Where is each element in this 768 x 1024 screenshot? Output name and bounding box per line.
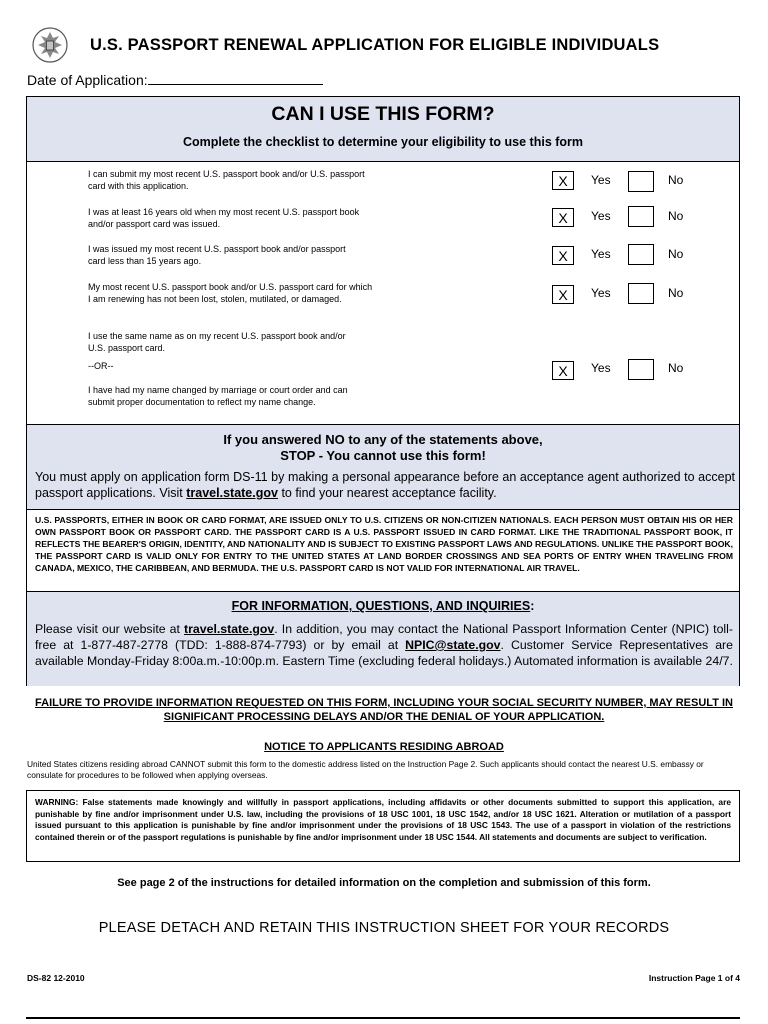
bottom-rule <box>26 1017 740 1019</box>
stop-line-1: If you answered NO to any of the statements above, <box>223 432 543 447</box>
no-checkbox[interactable] <box>628 359 654 380</box>
form-title: U.S. PASSPORT RENEWAL APPLICATION FOR ELIGIBLE INDIVIDUALS <box>90 36 660 54</box>
no-label: No <box>668 209 684 223</box>
yes-checkbox[interactable]: X <box>552 361 574 380</box>
no-label: No <box>668 286 684 300</box>
info-heading: FOR INFORMATION, QUESTIONS, AND INQUIRIES: <box>231 599 535 613</box>
checklist-item: My most recent U.S. passport book and/or U.S. passport card for which I am renewing has not been lost, stolen, mutilated, or damaged. <box>88 282 373 304</box>
date-of-application <box>27 71 323 88</box>
yes-label: Yes <box>591 209 611 223</box>
no-label: No <box>668 173 684 187</box>
travel-state-link[interactable]: travel.state.gov <box>184 622 275 636</box>
checklist-heading: CAN I USE THIS FORM? <box>271 103 495 125</box>
checklist-item-name: I use the same name as on my recent U.S. passport book and/or U.S. passport card. --OR-- I have had my name changed by marriage or court order and can submit proper documentation to reflect my name change. <box>88 331 348 407</box>
yes-label: Yes <box>591 361 611 375</box>
abroad-heading: NOTICE TO APPLICANTS RESIDING ABROAD <box>264 741 504 753</box>
form-id: DS-82 12-2010 <box>27 973 85 983</box>
page-number: Instruction Page 1 of 4 <box>648 973 740 983</box>
eligibility-notice: U.S. PASSPORTS, EITHER IN BOOK OR CARD FORMAT, ARE ISSUED ONLY TO U.S. CITIZENS OR NON-CITIZEN NATIONALS. EACH PERSON MUST OBTAIN HIS OR HER OWN PASSPORT BOOK OR PASSPORT CARD. THE PASSPORT CARD IS A U.S. PASSPORT ISSUED IN CARD FORMAT. LIKE THE TRADITIONAL PASSPORT BOOK, IT REFLECTS THE BEARER'S ORIGIN, IDENTITY, AND NATIONALITY AND IS SUBJECT TO EXISTING PASSPORT LAWS AND REGULATIONS. UNLIKE THE PASSPORT BOOK, THE PASSPORT CARD IS VALID ONLY FOR ENTRY TO THE UNITED STATES AT LAND BORDER CROSSINGS AND SEA PORTS OF ENTRY WHEN TRAVELING FROM CANADA, MEXICO, THE CARIBBEAN, AND BERMUDA. THE U.S. PASSPORT CARD IS NOT VALID FOR INTERNATIONAL AIR TRAVEL. <box>35 515 733 573</box>
yes-label: Yes <box>591 173 611 187</box>
date-label: Date of Application: <box>27 72 148 88</box>
yes-label: Yes <box>591 286 611 300</box>
no-checkbox[interactable] <box>628 171 654 192</box>
date-field[interactable] <box>148 71 323 85</box>
checklist-item: I can submit my most recent U.S. passport book and/or U.S. passport card with this application. <box>88 169 365 191</box>
info-body: Please visit our website at travel.state.gov. In addition, you may contact the National Passport Information Center (NPIC) toll-free at 1-877-487-2778 (TDD: 1-888-874-7793) or by email at NPIC@state.gov. Customer Service Representatives are available Monday-Friday 8:00a.m.-10:00p.m. Eastern Time (excluding federal holidays.) Automated information is available 24/7. <box>35 622 733 668</box>
warning-box: WARNING: False statements made knowingly and willfully in passport applications, including affidavits or other documents submitted to support this application, are punishable by fine and/or imprisonment under U.S. law, including the provisions of 18 USC 1001, 18 USC 1542, and/or 18 USC 1621. Alteration or mutilation of a passport issued pursuant to this application is punishable by fine and/or imprisonment under the provisions of 18 USC 1543. The use of a passport in violation of the restrictions contained therein or of the passport regulations is punishable by fine and/or imprisonment under 18 USC 1544. All statements and documents are subject to verification. <box>26 790 740 862</box>
see-page-note: See page 2 of the instructions for detailed information on the completion and submission of this form. <box>117 877 651 889</box>
no-label: No <box>668 361 684 375</box>
no-checkbox[interactable] <box>628 244 654 265</box>
no-label: No <box>668 247 684 261</box>
no-checkbox[interactable] <box>628 283 654 304</box>
travel-state-link[interactable]: travel.state.gov <box>186 486 278 500</box>
abroad-body: United States citizens residing abroad CANNOT submit this form to the domestic address listed on the Instruction Page 2. Such applicants should contact the nearest U.S. embassy or consulate for procedures to be followed when applying overseas. <box>27 759 704 780</box>
npic-email-link[interactable]: NPIC@state.gov <box>405 638 501 652</box>
us-seal-icon <box>31 25 69 65</box>
yes-checkbox[interactable]: X <box>552 285 574 304</box>
yes-checkbox[interactable]: X <box>552 246 574 265</box>
yes-checkbox[interactable]: X <box>552 171 574 190</box>
no-checkbox[interactable] <box>628 206 654 227</box>
stop-line-2: STOP - You cannot use this form! <box>280 448 486 463</box>
yes-label: Yes <box>591 247 611 261</box>
stop-instructions: You must apply on application form DS-11 by making a personal appearance before an acceptance agent authorized to accept passport applications. Visit travel.state.gov to find your nearest acceptance facility. <box>35 470 735 500</box>
checklist-subheading: Complete the checklist to determine your eligibility to use this form <box>182 135 584 149</box>
yes-checkbox[interactable]: X <box>552 208 574 227</box>
detach-note: PLEASE DETACH AND RETAIN THIS INSTRUCTION SHEET FOR YOUR RECORDS <box>98 920 670 936</box>
failure-notice: FAILURE TO PROVIDE INFORMATION REQUESTED ON THIS FORM, INCLUDING YOUR SOCIAL SECURITY NUMBER, MAY RESULT IN SIGNIFICANT PROCESSING DELAYS AND/OR THE DENIAL OF YOUR APPLICATION. <box>35 697 733 723</box>
checklist-item: I was at least 16 years old when my most recent U.S. passport book and/or passport card was issued. <box>88 207 360 229</box>
checklist-item: I was issued my most recent U.S. passport book and/or passport card less than 15 years ago. <box>88 244 346 266</box>
